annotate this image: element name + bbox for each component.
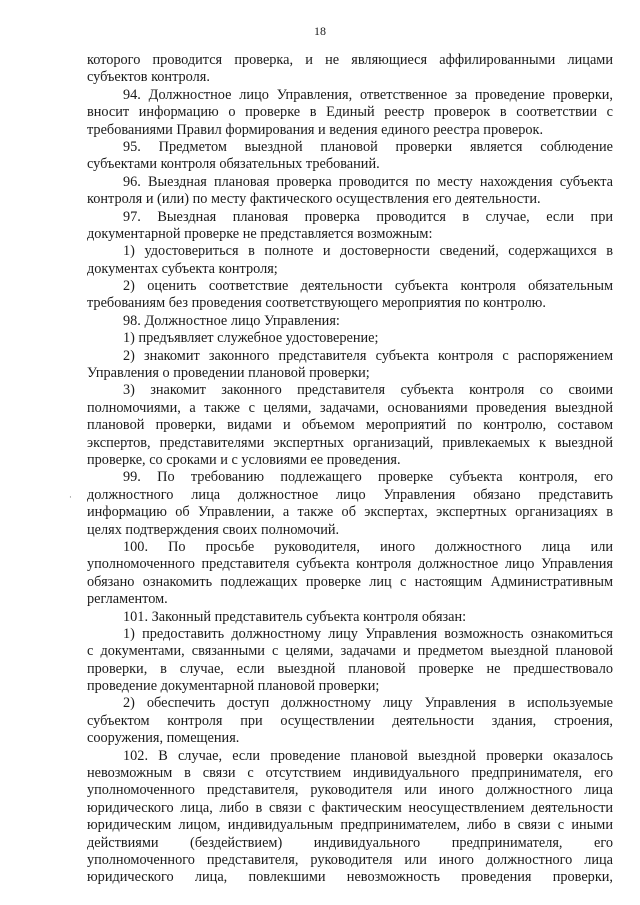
text-line: уполномоченного представителя, руководителя или иного должностного лица: [87, 782, 613, 799]
text-line: проверке, со сроками и с условиями ее проведения.: [87, 451, 401, 468]
text-line: 96. Выездная плановая проверка проводится по месту нахождения субъекта: [123, 173, 613, 190]
text-line: которого проводится проверка, и не являющиеся аффилированными лицами: [87, 52, 613, 68]
text-line: 100. По просьбе руководителя, иного должностного лица или: [123, 538, 613, 555]
text-line: 102. В случае, если проведение плановой выездной проверки оказалось: [123, 747, 613, 764]
text-line: контроля и (или) по месту фактического осуществления его деятельности.: [87, 191, 541, 208]
text-line: 94. Должностное лицо Управления, ответственное за проведение проверки,: [123, 86, 613, 103]
text-line: 97. Выездная плановая проверка проводится в случае, если при: [123, 208, 613, 225]
text-line: юридического лица, либо в связи с фактическим неосуществлением деятельности: [87, 799, 613, 816]
text-line: сооружения, помещения.: [87, 730, 240, 747]
text-line: 2) обеспечить доступ должностному лицу Управления в используемые: [123, 695, 613, 712]
text-line: 99. По требованию подлежащего проверке субъекта контроля, его: [123, 469, 613, 486]
text-line: 1) предоставить должностному лицу Управления возможность ознакомиться: [123, 625, 613, 642]
text-line: обязано ознакомить подлежащих проверке лиц с настоящим Административным: [87, 573, 613, 590]
text-line: 101. Законный представитель субъекта контроля обязан:: [123, 608, 467, 625]
text-line: целях подтверждения своих полномочий.: [87, 521, 340, 538]
text-line: 95. Предметом выездной плановой проверки является соблюдение: [123, 138, 613, 155]
text-line: уполномоченного представителя субъекта контроля должностное лицо Управления: [87, 556, 613, 573]
text-line: юридического лица, повлекшими невозможность проведения проверки,: [87, 869, 613, 886]
text-line: вносит информацию о проверке в Единый реестр проверок в соответствии с: [87, 104, 613, 121]
text-line: должностного лица должностное лицо Управления обязано представить: [87, 486, 613, 503]
text-line: субъектом контроля при осуществлении деятельности здания, строения,: [87, 712, 613, 729]
text-line: уполномоченного представителя, руководителя или иного должностного лица: [87, 851, 613, 868]
text-line: юридическим лицом, индивидуальным предпринимателем, либо в связи с иными: [87, 817, 613, 834]
page-number: 18: [314, 24, 326, 38]
text-line: проведение документарной плановой проверки;: [87, 678, 380, 695]
text-line: 3) знакомит законного представителя субъекта контроля со своими: [123, 382, 613, 399]
text-line: 1) предъявляет служебное удостоверение;: [123, 330, 379, 347]
text-line: с документами, связанными с целями, задачами и предметом выездной плановой: [87, 643, 613, 660]
text-line: 2) знакомит законного представителя субъекта контроля с распоряжением: [123, 347, 613, 364]
text-line: плановой проверки, видами и объемом мероприятий по контролю, составом: [87, 417, 613, 434]
text-line: 2) оценить соответствие деятельности субъекта контроля обязательным: [123, 278, 613, 295]
text-line: информацию об Управлении, а также об экспертах, экспертных организациях в: [87, 504, 613, 521]
text-line: действиями (бездействием) индивидуального предпринимателя, его: [87, 834, 613, 851]
text-line: 98. Должностное лицо Управления:: [123, 312, 340, 329]
text-line: экспертов, представителями экспертных организаций, привлекаемых к выездной: [87, 434, 613, 451]
text-line: регламентом.: [87, 591, 168, 608]
text-line: документарной проверке не представляется возможным:: [87, 225, 433, 242]
document-body: [87, 52, 613, 887]
text-line: проверки, в случае, если выездной плановой проверке не предшествовало: [87, 660, 613, 677]
text-line: документах субъекта контроля;: [87, 260, 278, 277]
text-line: Управления о проведении плановой проверки;: [87, 365, 370, 382]
text-line: полномочиями, а также с целями, задачами, основаниями проведения выездной: [87, 399, 613, 416]
text-line: невозможным в связи с отсутствием индивидуального предпринимателя, его: [87, 765, 613, 782]
text-line: субъектами контроля обязательных требований.: [87, 156, 380, 173]
text-line: требованиями Правил формирования и ведения единого реестра проверок.: [87, 121, 544, 138]
text-line: требованиям без проведения соответствующего мероприятия по контролю.: [87, 295, 546, 312]
margin-mark: ·: [69, 493, 72, 503]
text-line: 1) удостовериться в полноте и достоверности сведений, содержащихся в: [123, 243, 613, 260]
text-line: субъектов контроля.: [87, 69, 210, 86]
